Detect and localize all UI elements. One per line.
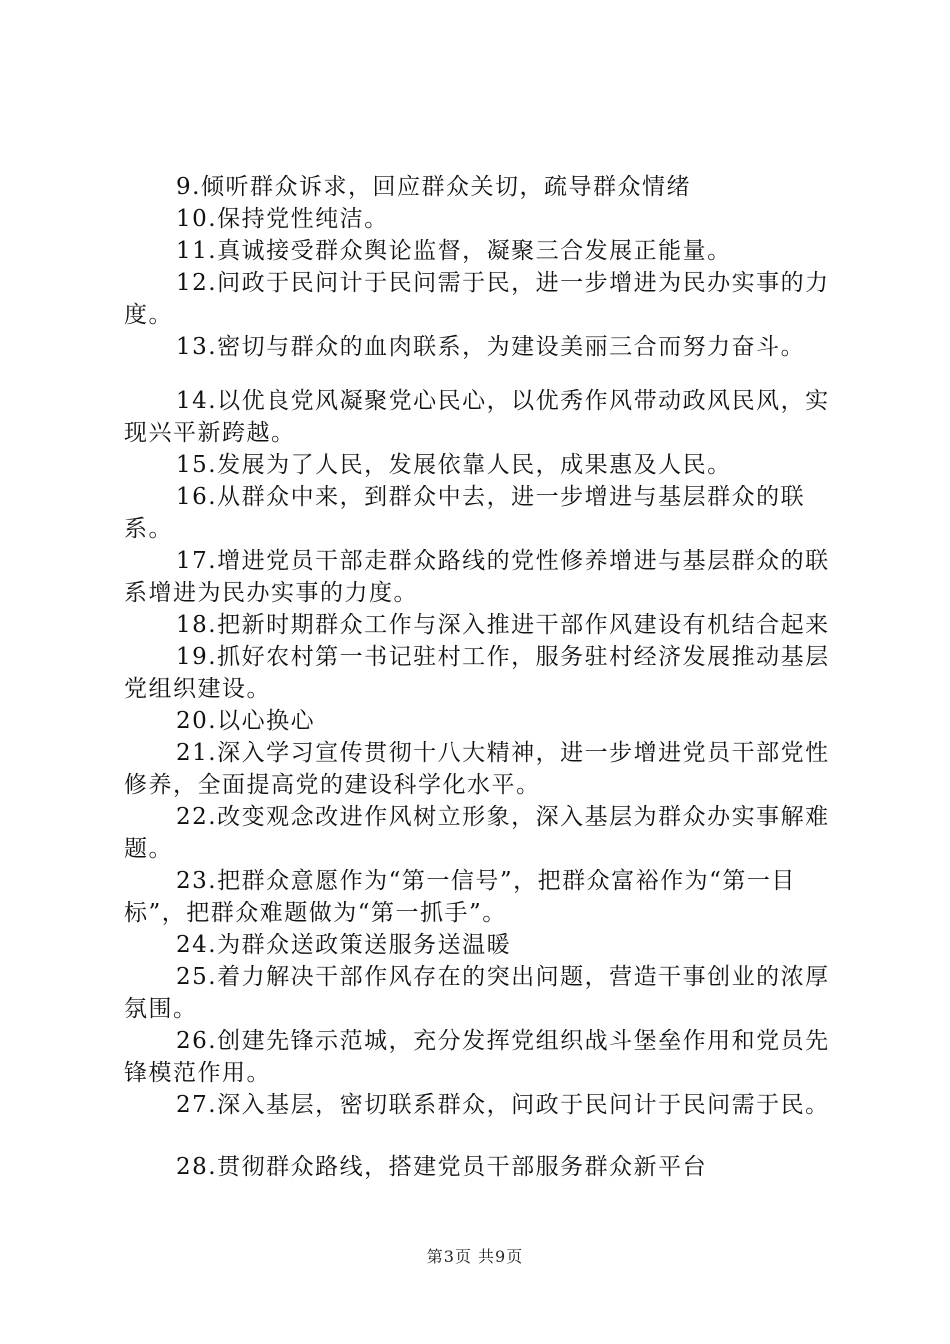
slogan-item-10: 10.保持党性纯洁。 [176,206,389,232]
slogan-item-25: 25.着力解决干部作风存在的突出问题，营造干事创业的浓厚氛围。 [124,964,830,1022]
slogan-item-14: 14.以优良党风凝聚党心民心，以优秀作风带动政风民风，实现兴平新跨越。 [124,388,830,446]
slogan-item-26: 26.创建先锋示范城，充分发挥党组织战斗堡垒作用和党员先锋模范作用。 [124,1028,830,1086]
slogan-item-24: 24.为群众送政策送服务送温暖 [176,932,512,958]
slogan-item-16: 16.从群众中来，到群众中去，进一步增进与基层群众的联系。 [124,484,806,542]
slogan-item-22: 22.改变观念改进作风树立形象，深入基层为群众办实事解难题。 [124,804,830,862]
slogan-item-20: 20.以心换心 [176,708,316,734]
slogan-item-17: 17.增进党员干部走群众路线的党性修养增进与基层群众的联系增进为民办实事的力度。 [124,548,830,606]
slogan-item-28: 28.贯彻群众路线，搭建党员干部服务群众新平台 [176,1154,708,1180]
page-footer [0,1244,950,1267]
page-number-indicator: 第3页 共9页 [426,1247,524,1266]
slogan-item-9: 9.倾听群众诉求，回应群众关切，疏导群众情绪 [176,174,691,200]
slogan-item-13: 13.密切与群众的血肉联系，为建设美丽三合而努力奋斗。 [176,334,806,360]
slogan-item-18: 18.把新时期群众工作与深入推进干部作风建设有机结合起来 [176,612,830,638]
slogan-item-23: 23.把群众意愿作为“第一信号”，把群众富裕作为“第一目标”，把群众难题做为“第一抓手”。 [124,868,796,926]
slogan-item-12: 12.问政于民问计于民问需于民，进一步增进为民办实事的力度。 [124,270,830,328]
slogan-item-11: 11.真诚接受群众舆论监督，凝聚三合发展正能量。 [176,238,732,264]
slogan-item-15: 15.发展为了人民，发展依靠人民，成果惠及人民。 [176,452,732,478]
slogan-item-21: 21.深入学习宣传贯彻十八大精神，进一步增进党员干部党性修养，全面提高党的建设科学化水平。 [124,740,830,798]
slogan-item-19: 19.抓好农村第一书记驻村工作，服务驻村经济发展推动基层党组织建设。 [124,644,830,702]
slogan-list [124,171,844,1183]
slogan-item-27: 27.深入基层，密切联系群众，问政于民问计于民问需于民。 [176,1092,830,1118]
